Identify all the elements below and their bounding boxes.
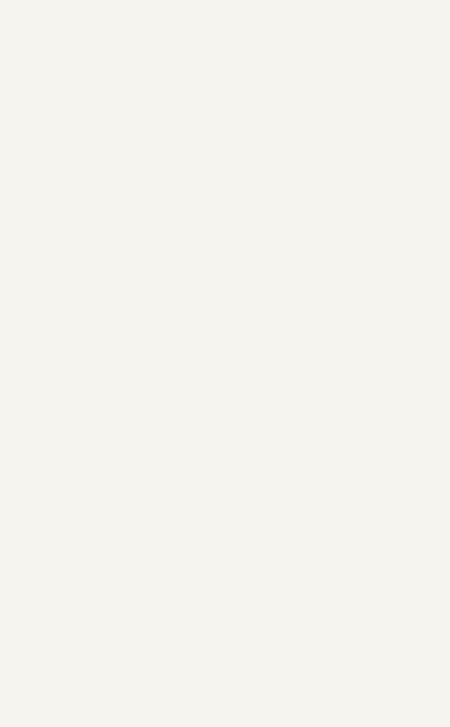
table-of-contents: [22, 43, 415, 58]
